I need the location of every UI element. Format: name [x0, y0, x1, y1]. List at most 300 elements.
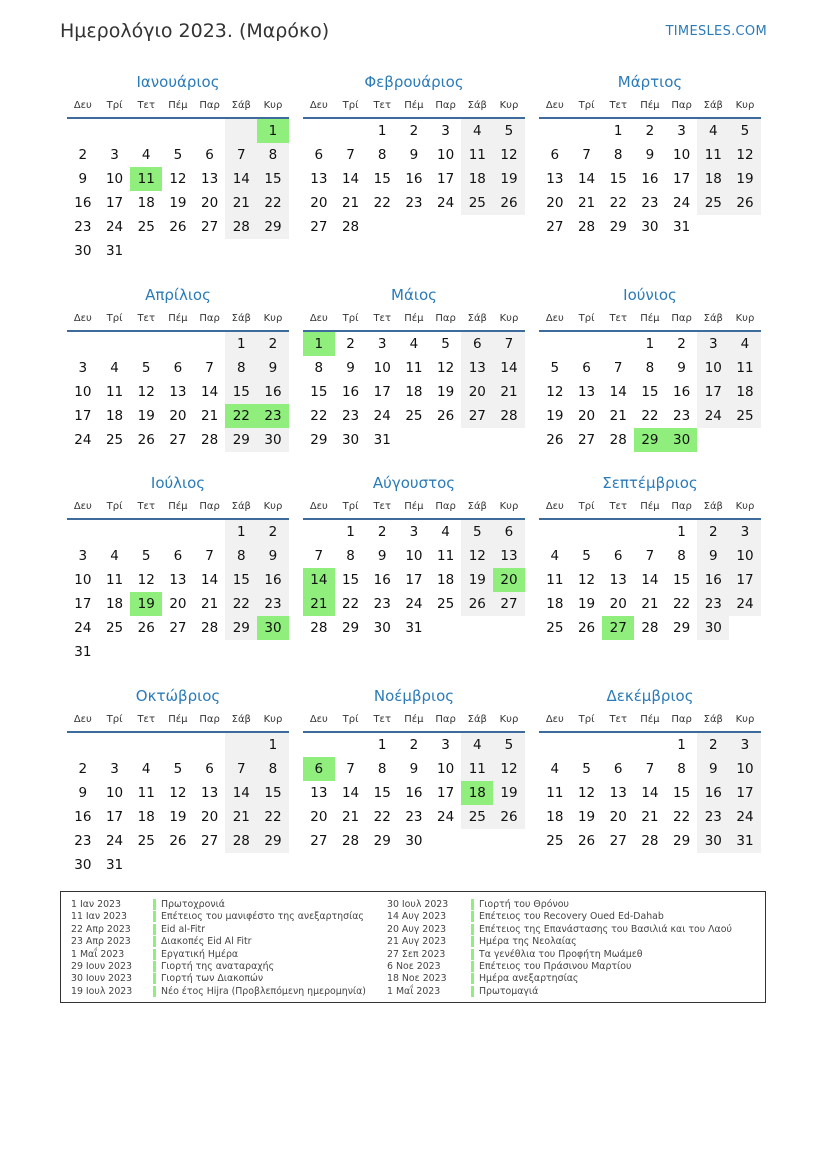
- day-cell: 12: [461, 544, 493, 568]
- day-cell: 8: [645, 360, 655, 376]
- weekday-label: Τρί: [578, 312, 595, 324]
- weekday-label: Πέμ: [640, 312, 660, 324]
- weekday-header: [67, 306, 289, 332]
- legend-date: 1 Μαΐ 2023: [71, 948, 125, 960]
- weekday-label: Πέμ: [404, 713, 424, 725]
- weekday-label: Τετ: [373, 312, 391, 324]
- day-cell: 21: [341, 195, 360, 211]
- weekday-label: Κυρ: [499, 312, 519, 324]
- day-cell: 21: [225, 191, 257, 215]
- day-cell: 7: [346, 147, 355, 163]
- day-cell: 14: [225, 781, 257, 805]
- weekday-label: Παρ: [435, 500, 456, 512]
- month-name: Μάρτιος: [617, 73, 683, 91]
- day-cell: 2: [645, 123, 655, 139]
- day-cell: 25: [729, 404, 761, 428]
- weekday-header: [67, 93, 289, 119]
- day-cell: 22: [641, 408, 659, 424]
- day-cell: 16: [697, 781, 729, 805]
- day-cell: 23: [641, 195, 659, 211]
- weekday-label: Τρί: [342, 99, 359, 111]
- legend-holiday-name: Eid al-Fitr: [153, 924, 205, 935]
- day-cell: 22: [225, 592, 257, 616]
- day-cell: 10: [437, 147, 455, 163]
- day-cell: 7: [613, 360, 623, 376]
- weekday-label: Παρ: [435, 713, 456, 725]
- weekday-header: [67, 707, 289, 733]
- day-cell: 15: [310, 384, 328, 400]
- day-cell: 26: [577, 620, 596, 636]
- day-cell: 10: [729, 757, 761, 781]
- day-cell: 15: [641, 384, 659, 400]
- day-cell: 12: [137, 572, 155, 588]
- weekday-header: [303, 93, 525, 119]
- legend-date: 29 Ιουν 2023: [71, 960, 132, 972]
- day-cell: 29: [225, 616, 257, 640]
- empty-cell: [335, 119, 367, 143]
- day-cell: 28: [310, 620, 328, 636]
- day-cell: 12: [577, 785, 596, 801]
- day-cell: 15: [609, 171, 627, 187]
- day-cell: 17: [729, 781, 761, 805]
- day-cell: 15: [373, 785, 391, 801]
- day-cell: 10: [105, 171, 124, 187]
- day-grid: [539, 332, 761, 452]
- weekday-label: Πέμ: [640, 99, 660, 111]
- day-cell: 9: [409, 147, 419, 163]
- day-cell: 20: [201, 809, 219, 825]
- empty-cell: [602, 733, 634, 757]
- day-cell: 15: [341, 572, 360, 588]
- legend-date: 30 Ιουν 2023: [71, 973, 132, 985]
- day-cell: 9: [377, 548, 387, 564]
- day-cell: 22: [609, 195, 627, 211]
- day-cell: 24: [697, 404, 729, 428]
- day-cell: 6: [173, 548, 183, 564]
- weekday-label: Δευ: [545, 713, 564, 725]
- weekday-label: Τετ: [609, 312, 627, 324]
- month-block: [67, 71, 289, 263]
- day-cell: 23: [373, 596, 391, 612]
- weekday-header: [303, 494, 525, 520]
- day-cell: 13: [493, 544, 525, 568]
- legend-date: 20 Αυγ 2023: [387, 923, 447, 935]
- legend-date: 19 Ιουλ 2023: [71, 985, 133, 997]
- day-cell: 24: [437, 809, 455, 825]
- weekday-label: Κυρ: [263, 713, 283, 725]
- weekday-label: Παρ: [671, 312, 692, 324]
- day-cell: 10: [729, 544, 761, 568]
- legend-holiday-name: Πρωτομαγιά: [471, 986, 538, 997]
- day-cell: 4: [110, 548, 119, 564]
- legend-date: 11 Ιαν 2023: [71, 911, 127, 923]
- weekday-label: Σάβ: [231, 99, 251, 111]
- day-cell: 5: [461, 520, 493, 544]
- day-cell: 29: [673, 833, 691, 849]
- day-cell: 20: [461, 380, 493, 404]
- day-cell: 28: [641, 620, 659, 636]
- day-cell: 3: [78, 360, 88, 376]
- day-cell: 1: [303, 332, 335, 356]
- day-cell: 26: [137, 620, 155, 636]
- month-block: [303, 284, 525, 452]
- month-name: Οκτώβριος: [135, 687, 221, 705]
- day-cell: 14: [201, 572, 219, 588]
- day-cell: 12: [137, 384, 155, 400]
- day-cell: 25: [461, 805, 493, 829]
- day-cell: 18: [137, 809, 155, 825]
- day-cell: 31: [729, 829, 761, 853]
- day-cell: 17: [105, 809, 124, 825]
- day-cell: 23: [697, 805, 729, 829]
- day-cell: 25: [137, 833, 155, 849]
- day-cell: 18: [546, 809, 564, 825]
- day-cell: 4: [729, 332, 761, 356]
- empty-cell: [99, 733, 131, 757]
- weekday-label: Κυρ: [499, 99, 519, 111]
- month-block: [539, 472, 761, 640]
- weekday-label: Τετ: [137, 312, 155, 324]
- day-cell: 16: [341, 384, 360, 400]
- weekday-label: Σάβ: [231, 713, 251, 725]
- day-cell: 2: [78, 147, 88, 163]
- empty-cell: [162, 119, 194, 143]
- empty-cell: [571, 332, 603, 356]
- day-cell: 23: [673, 408, 691, 424]
- day-cell: 18: [546, 596, 564, 612]
- weekday-label: Δευ: [309, 99, 328, 111]
- legend-date: 6 Νοε 2023: [387, 960, 441, 972]
- weekday-label: Πέμ: [168, 713, 188, 725]
- day-cell: 3: [377, 336, 387, 352]
- day-cell: 22: [373, 195, 391, 211]
- weekday-label: Τρί: [578, 99, 595, 111]
- day-cell: 29: [257, 829, 289, 853]
- day-cell: 7: [346, 761, 355, 777]
- weekday-label: Τρί: [342, 500, 359, 512]
- weekday-label: Πέμ: [168, 312, 188, 324]
- day-cell: 4: [141, 147, 151, 163]
- day-cell: 21: [641, 809, 659, 825]
- day-cell: 30: [74, 243, 92, 259]
- day-cell: 29: [609, 219, 627, 235]
- day-cell: 26: [169, 833, 187, 849]
- weekday-header: [539, 707, 761, 733]
- day-cell: 18: [105, 596, 124, 612]
- legend-date: 22 Απρ 2023: [71, 923, 131, 935]
- weekday-label: Παρ: [199, 713, 220, 725]
- day-cell: 6: [314, 147, 324, 163]
- empty-cell: [539, 332, 571, 356]
- day-cell: 17: [697, 380, 729, 404]
- day-cell: 18: [729, 380, 761, 404]
- day-grid: [303, 520, 525, 640]
- day-cell: 8: [377, 147, 387, 163]
- day-cell: 19: [577, 809, 596, 825]
- weekday-label: Σάβ: [467, 713, 487, 725]
- day-cell: 25: [546, 833, 564, 849]
- empty-cell: [303, 119, 335, 143]
- weekday-label: Τετ: [609, 713, 627, 725]
- day-cell: 1: [377, 123, 387, 139]
- weekday-label: Δευ: [545, 312, 564, 324]
- day-cell: 4: [461, 733, 493, 757]
- day-cell: 2: [346, 336, 355, 352]
- day-cell: 4: [110, 360, 119, 376]
- empty-cell: [99, 119, 131, 143]
- weekday-label: Δευ: [309, 500, 328, 512]
- empty-cell: [67, 520, 99, 544]
- day-cell: 25: [461, 191, 493, 215]
- day-cell: 5: [729, 119, 761, 143]
- weekday-label: Τετ: [373, 500, 391, 512]
- day-cell: 13: [201, 171, 219, 187]
- legend-holiday-name: Γιορτή του Θρόνου: [471, 899, 569, 910]
- day-cell: 24: [105, 833, 124, 849]
- day-cell: 17: [105, 195, 124, 211]
- day-cell: 25: [105, 432, 124, 448]
- day-grid: [539, 733, 761, 853]
- day-cell: 2: [78, 761, 88, 777]
- day-cell: 17: [373, 384, 391, 400]
- day-cell: 2: [377, 524, 387, 540]
- day-grid: [67, 520, 289, 664]
- month-block: [539, 284, 761, 452]
- day-cell: 14: [577, 171, 596, 187]
- day-cell: 7: [225, 757, 257, 781]
- day-cell: 15: [257, 167, 289, 191]
- day-cell: 5: [141, 548, 151, 564]
- day-cell: 9: [645, 147, 655, 163]
- day-cell: 16: [257, 380, 289, 404]
- day-cell: 22: [257, 191, 289, 215]
- day-cell: 12: [169, 171, 187, 187]
- legend-date: 30 Ιουλ 2023: [387, 899, 449, 910]
- legend-holiday-name: Διακοπές Eid Al Fitr: [153, 936, 252, 947]
- weekday-label: Τετ: [137, 500, 155, 512]
- day-cell: 13: [310, 785, 328, 801]
- day-cell: 14: [341, 785, 360, 801]
- day-cell: 1: [225, 520, 257, 544]
- day-cell: 9: [697, 757, 729, 781]
- weekday-label: Τετ: [373, 713, 391, 725]
- weekday-header: [539, 494, 761, 520]
- day-cell: 28: [493, 404, 525, 428]
- day-cell: 4: [441, 524, 450, 540]
- day-cell: 31: [405, 620, 423, 636]
- day-cell: 4: [697, 119, 729, 143]
- day-cell: 13: [169, 384, 187, 400]
- day-cell: 12: [577, 572, 596, 588]
- day-cell: 8: [225, 356, 257, 380]
- day-cell: 26: [169, 219, 187, 235]
- day-cell: 17: [673, 171, 691, 187]
- weekday-label: Δευ: [545, 500, 564, 512]
- day-cell: 19: [169, 809, 187, 825]
- day-cell: 16: [74, 195, 92, 211]
- day-cell: 25: [437, 596, 455, 612]
- weekday-label: Πέμ: [404, 312, 424, 324]
- day-cell: 17: [74, 596, 92, 612]
- empty-cell: [634, 520, 666, 544]
- day-cell: 27: [310, 833, 328, 849]
- legend-date: 1 Μαΐ 2023: [387, 985, 441, 997]
- day-cell: 1: [346, 524, 355, 540]
- day-cell: 16: [405, 171, 423, 187]
- day-cell: 29: [310, 432, 328, 448]
- day-cell: 7: [645, 548, 655, 564]
- weekday-label: Τρί: [578, 713, 595, 725]
- weekday-header: [67, 494, 289, 520]
- day-cell: 4: [409, 336, 419, 352]
- empty-cell: [162, 733, 194, 757]
- weekday-label: Τρί: [106, 713, 123, 725]
- month-block: [539, 685, 761, 853]
- day-cell: 3: [441, 737, 450, 753]
- day-cell: 3: [697, 332, 729, 356]
- day-cell: 30: [341, 432, 360, 448]
- weekday-label: Πέμ: [640, 500, 660, 512]
- day-cell: 20: [546, 195, 564, 211]
- day-cell: 29: [373, 833, 391, 849]
- legend-holiday-name: Γιορτή των Διακοπών: [153, 973, 263, 984]
- day-cell: 8: [613, 147, 623, 163]
- day-cell: 8: [346, 548, 355, 564]
- day-cell: 28: [341, 833, 360, 849]
- day-grid: [539, 119, 761, 239]
- day-cell: 27: [493, 592, 525, 616]
- legend-date: 18 Νοε 2023: [387, 973, 447, 985]
- day-cell: 19: [493, 167, 525, 191]
- day-cell: 9: [677, 360, 686, 376]
- day-cell: 23: [405, 195, 423, 211]
- weekday-label: Τρί: [106, 500, 123, 512]
- weekday-label: Πέμ: [168, 500, 188, 512]
- day-cell: 20: [310, 195, 328, 211]
- day-cell: 3: [441, 123, 450, 139]
- day-cell: 10: [697, 356, 729, 380]
- day-cell: 3: [409, 524, 419, 540]
- day-cell: 18: [461, 781, 493, 805]
- weekday-label: Σάβ: [467, 500, 487, 512]
- day-cell: 18: [461, 167, 493, 191]
- day-cell: 19: [729, 167, 761, 191]
- weekday-label: Κυρ: [735, 713, 755, 725]
- day-cell: 9: [697, 544, 729, 568]
- day-cell: 5: [441, 336, 450, 352]
- day-cell: 20: [201, 195, 219, 211]
- day-cell: 28: [341, 219, 360, 235]
- weekday-label: Τρί: [342, 713, 359, 725]
- day-cell: 2: [697, 520, 729, 544]
- weekday-label: Τρί: [106, 99, 123, 111]
- day-cell: 12: [169, 785, 187, 801]
- day-cell: 9: [78, 171, 88, 187]
- day-cell: 27: [201, 219, 219, 235]
- day-cell: 30: [257, 428, 289, 452]
- day-cell: 16: [697, 568, 729, 592]
- day-cell: 19: [137, 408, 155, 424]
- empty-cell: [571, 733, 603, 757]
- day-cell: 24: [729, 805, 761, 829]
- day-cell: 30: [405, 833, 423, 849]
- day-cell: 18: [137, 195, 155, 211]
- day-cell: 16: [373, 572, 391, 588]
- weekday-label: Πέμ: [404, 500, 424, 512]
- empty-cell: [571, 119, 603, 143]
- day-cell: 11: [437, 548, 455, 564]
- empty-cell: [67, 332, 99, 356]
- day-cell: 16: [641, 171, 659, 187]
- day-cell: 20: [493, 568, 525, 592]
- day-cell: 2: [409, 123, 419, 139]
- day-cell: 1: [645, 336, 655, 352]
- day-cell: 8: [677, 548, 686, 564]
- weekday-label: Παρ: [435, 99, 456, 111]
- day-cell: 8: [677, 761, 686, 777]
- weekday-label: Κυρ: [263, 99, 283, 111]
- weekday-label: Τρί: [578, 500, 595, 512]
- day-cell: 27: [461, 404, 493, 428]
- weekday-label: Παρ: [435, 312, 456, 324]
- day-cell: 23: [341, 408, 360, 424]
- day-cell: 5: [493, 119, 525, 143]
- empty-cell: [571, 520, 603, 544]
- legend-date: 23 Απρ 2023: [71, 936, 131, 948]
- weekday-header: [303, 707, 525, 733]
- day-cell: 16: [405, 785, 423, 801]
- weekday-label: Σάβ: [703, 713, 723, 725]
- day-cell: 11: [105, 572, 124, 588]
- day-cell: 27: [201, 833, 219, 849]
- day-cell: 9: [78, 785, 88, 801]
- empty-cell: [194, 520, 226, 544]
- day-cell: 2: [409, 737, 419, 753]
- month-block: [67, 685, 289, 877]
- day-cell: 8: [377, 761, 387, 777]
- day-cell: 17: [729, 568, 761, 592]
- day-cell: 10: [74, 384, 92, 400]
- weekday-label: Κυρ: [499, 713, 519, 725]
- day-cell: 22: [373, 809, 391, 825]
- day-cell: 12: [493, 143, 525, 167]
- day-cell: 3: [677, 123, 686, 139]
- day-cell: 3: [729, 520, 761, 544]
- day-cell: 29: [341, 620, 360, 636]
- day-cell: 31: [373, 432, 391, 448]
- month-name: Μάιος: [391, 286, 437, 304]
- day-cell: 1: [225, 332, 257, 356]
- legend-holiday-name: Ημέρα της Νεολαίας: [471, 936, 577, 947]
- site-link[interactable]: TIMESLES.COM: [665, 24, 767, 39]
- day-cell: 11: [130, 167, 162, 191]
- weekday-label: Σάβ: [467, 99, 487, 111]
- weekday-label: Παρ: [199, 500, 220, 512]
- day-cell: 5: [582, 548, 591, 564]
- day-cell: 12: [493, 757, 525, 781]
- day-cell: 11: [546, 572, 564, 588]
- weekday-label: Δευ: [73, 713, 92, 725]
- day-cell: 15: [373, 171, 391, 187]
- day-cell: 15: [673, 572, 691, 588]
- day-cell: 12: [437, 360, 455, 376]
- day-cell: 18: [697, 167, 729, 191]
- day-cell: 7: [205, 360, 214, 376]
- month-name: Απρίλιος: [145, 286, 211, 304]
- legend-holiday-name: Νέο έτος Hijra (Προβλεπόμενη ημερομηνία): [153, 986, 366, 997]
- day-cell: 21: [641, 596, 659, 612]
- month-name: Ιούνιος: [623, 286, 677, 304]
